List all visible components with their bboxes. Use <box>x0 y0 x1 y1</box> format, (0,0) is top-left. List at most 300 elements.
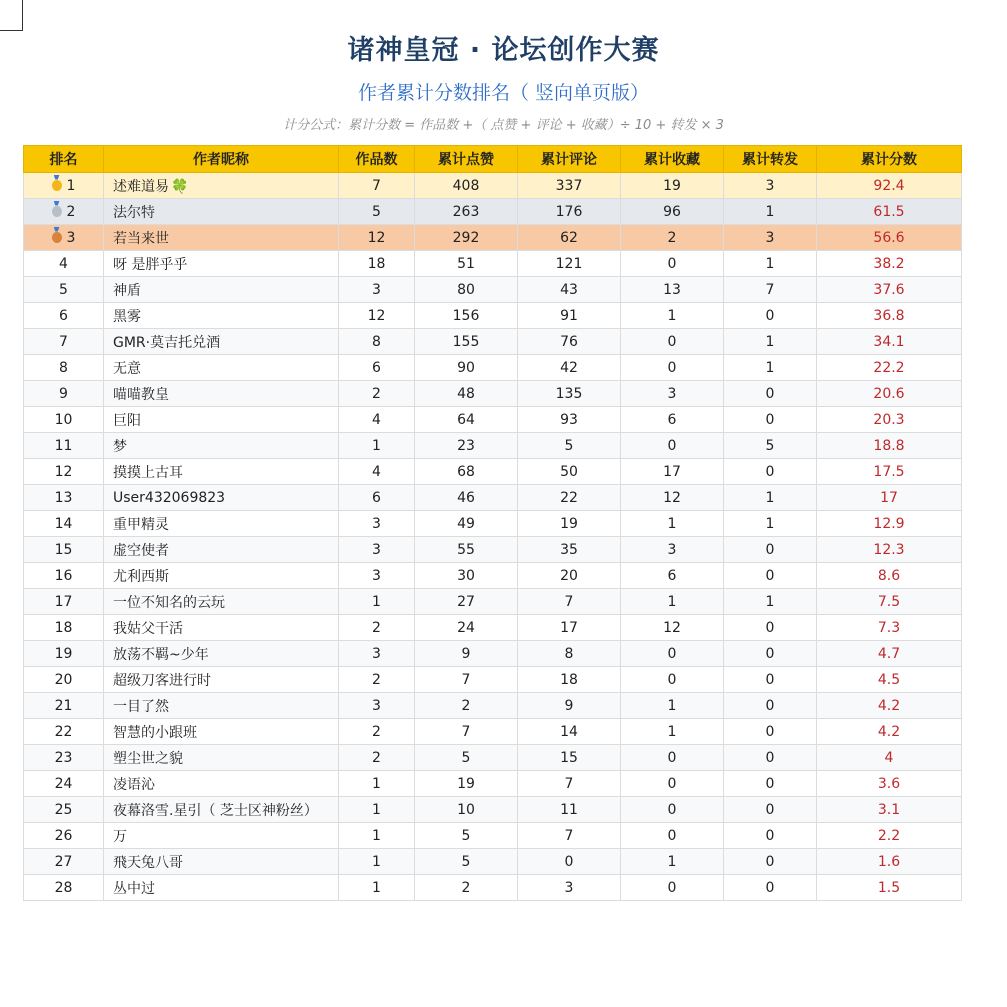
shares-text: 1 <box>765 489 775 506</box>
comments-text: 93 <box>560 411 578 428</box>
shares-text: 0 <box>765 567 775 584</box>
score-cell <box>817 433 962 459</box>
page-title: 诸神皇冠 · 论坛创作大赛 <box>347 35 660 66</box>
works-text: 1 <box>372 437 381 454</box>
rank-cell <box>24 615 104 641</box>
works-cell <box>339 485 415 511</box>
table-row <box>24 745 962 771</box>
rank-text: 27 <box>54 853 73 870</box>
comments-cell <box>518 667 621 693</box>
shares-text: 1 <box>765 333 775 350</box>
favorites-text: 12 <box>663 619 681 636</box>
works-cell <box>339 277 415 303</box>
table-row <box>24 407 962 433</box>
likes-text: 30 <box>457 567 475 584</box>
score-cell <box>817 693 962 719</box>
shares-text: 0 <box>765 307 775 324</box>
rank-cell <box>24 277 104 303</box>
comments-cell <box>518 485 621 511</box>
works-cell <box>339 303 415 329</box>
works-text: 2 <box>372 749 381 766</box>
shares-cell <box>724 511 817 537</box>
table-row <box>24 459 962 485</box>
works-cell <box>339 251 415 277</box>
score-text: 7.5 <box>877 593 901 610</box>
score-cell <box>817 641 962 667</box>
page-corner-mark <box>0 0 23 31</box>
table-row <box>24 719 962 745</box>
rank-cell <box>24 797 104 823</box>
shares-cell <box>724 381 817 407</box>
rank-cell <box>24 225 104 251</box>
shares-text: 0 <box>765 801 775 818</box>
score-text: 92.4 <box>873 177 905 194</box>
author-name-cell <box>104 329 339 355</box>
comments-cell <box>518 173 621 199</box>
comments-text: 35 <box>560 541 578 558</box>
header-rank: 排名 <box>24 146 104 173</box>
rank-text: 15 <box>54 541 73 558</box>
comments-text: 42 <box>560 359 578 376</box>
comments-cell <box>518 875 621 901</box>
table-row <box>24 329 962 355</box>
favorites-cell <box>621 407 724 433</box>
score-text: 7.3 <box>877 619 901 636</box>
favorites-text: 0 <box>667 827 677 844</box>
likes-cell <box>415 277 518 303</box>
author-name-cell <box>104 433 339 459</box>
shares-text: 0 <box>765 853 775 870</box>
rank-text: 22 <box>54 723 73 740</box>
comments-cell <box>518 615 621 641</box>
favorites-text: 0 <box>667 749 677 766</box>
works-cell <box>339 199 415 225</box>
clover-icon: 🍀 <box>171 178 189 195</box>
table-row <box>24 823 962 849</box>
score-text: 3.6 <box>877 775 901 792</box>
works-text: 6 <box>372 489 381 506</box>
author-name-text: 尤利西斯 <box>113 568 169 585</box>
works-text: 5 <box>372 203 381 220</box>
works-text: 18 <box>367 255 386 272</box>
table-row <box>24 771 962 797</box>
author-name-cell <box>104 745 339 771</box>
works-text: 1 <box>372 593 381 610</box>
author-name-text: 智慧的小跟班 <box>113 724 197 741</box>
score-cell <box>817 485 962 511</box>
likes-cell <box>415 381 518 407</box>
comments-cell <box>518 745 621 771</box>
likes-cell <box>415 563 518 589</box>
works-cell <box>339 641 415 667</box>
author-name-cell <box>104 849 339 875</box>
table-row <box>24 355 962 381</box>
author-name-cell <box>104 277 339 303</box>
favorites-text: 13 <box>663 281 681 298</box>
author-name-cell <box>104 459 339 485</box>
rank-cell <box>24 693 104 719</box>
table-row <box>24 381 962 407</box>
author-name-text: 黑雾 <box>113 308 141 325</box>
favorites-cell <box>621 251 724 277</box>
likes-cell <box>415 355 518 381</box>
score-cell <box>817 537 962 563</box>
score-cell <box>817 771 962 797</box>
favorites-cell <box>621 719 724 745</box>
rank-text: 6 <box>59 307 68 324</box>
score-text: 36.8 <box>873 307 905 324</box>
shares-text: 0 <box>765 775 775 792</box>
author-name-cell <box>104 797 339 823</box>
works-cell <box>339 745 415 771</box>
author-name-text: 述难道易 <box>113 178 169 195</box>
author-name-cell <box>104 771 339 797</box>
author-name-text: 巨阳 <box>113 412 141 429</box>
likes-cell <box>415 797 518 823</box>
table-row <box>24 693 962 719</box>
works-text: 2 <box>372 385 381 402</box>
author-name-text: 喵喵教皇 <box>113 386 169 403</box>
ranking-table-body <box>24 173 962 901</box>
score-cell <box>817 745 962 771</box>
shares-cell <box>724 589 817 615</box>
author-name-text: 若当来世 <box>113 230 169 247</box>
comments-cell <box>518 355 621 381</box>
favorites-text: 0 <box>667 255 677 272</box>
header-score: 累计分数 <box>817 146 962 173</box>
comments-cell <box>518 693 621 719</box>
works-cell <box>339 329 415 355</box>
score-text: 12.3 <box>873 541 905 558</box>
works-cell <box>339 615 415 641</box>
table-row <box>24 589 962 615</box>
score-cell <box>817 459 962 485</box>
header-shares: 累计转发 <box>724 146 817 173</box>
likes-cell <box>415 771 518 797</box>
likes-cell <box>415 303 518 329</box>
works-text: 1 <box>372 879 381 896</box>
comments-cell <box>518 303 621 329</box>
score-cell <box>817 173 962 199</box>
favorites-cell <box>621 329 724 355</box>
header-works: 作品数 <box>339 146 415 173</box>
favorites-text: 1 <box>667 853 677 870</box>
author-name-text: User432069823 <box>113 489 226 506</box>
shares-cell <box>724 199 817 225</box>
works-cell <box>339 173 415 199</box>
shares-text: 0 <box>765 463 775 480</box>
likes-text: 292 <box>452 229 480 246</box>
table-row <box>24 199 962 225</box>
author-name-cell <box>104 719 339 745</box>
author-name-text: 凌语沁 <box>113 776 155 793</box>
shares-cell <box>724 745 817 771</box>
favorites-text: 1 <box>667 515 677 532</box>
likes-cell <box>415 173 518 199</box>
rank-text: 12 <box>54 463 73 480</box>
score-text: 18.8 <box>873 437 905 454</box>
author-name-text: GMR·莫吉托兑酒 <box>113 334 221 351</box>
likes-cell <box>415 537 518 563</box>
rank-cell <box>24 849 104 875</box>
comments-cell <box>518 537 621 563</box>
rank-text: 13 <box>54 489 73 506</box>
comments-text: 50 <box>560 463 578 480</box>
score-cell <box>817 303 962 329</box>
shares-cell <box>724 641 817 667</box>
score-cell <box>817 875 962 901</box>
favorites-cell <box>621 615 724 641</box>
rank-cell <box>24 433 104 459</box>
score-cell <box>817 355 962 381</box>
rank-text: 14 <box>54 515 73 532</box>
favorites-text: 17 <box>663 463 681 480</box>
comments-text: 7 <box>564 775 574 792</box>
likes-text: 64 <box>457 411 475 428</box>
shares-text: 0 <box>765 411 775 428</box>
author-name-cell <box>104 381 339 407</box>
score-cell <box>817 277 962 303</box>
works-cell <box>339 407 415 433</box>
works-text: 3 <box>372 515 381 532</box>
rank-text: 7 <box>59 333 68 350</box>
author-name-text: 神盾 <box>113 282 141 299</box>
favorites-text: 0 <box>667 359 677 376</box>
score-text: 37.6 <box>873 281 905 298</box>
shares-text: 0 <box>765 645 775 662</box>
works-cell <box>339 433 415 459</box>
shares-text: 1 <box>765 203 775 220</box>
rank-text: 11 <box>54 437 73 454</box>
likes-text: 49 <box>457 515 475 532</box>
score-cell <box>817 329 962 355</box>
ranking-table <box>23 145 962 901</box>
table-row <box>24 433 962 459</box>
author-name-cell <box>104 355 339 381</box>
works-cell <box>339 693 415 719</box>
scoring-formula: 计分公式：累计分数 = 作品数 +（ 点赞 + 评论 + 收藏）÷ 10 + 转发 × 3 <box>283 118 724 133</box>
works-text: 6 <box>372 359 381 376</box>
favorites-text: 12 <box>663 489 681 506</box>
author-name-text: 无意 <box>113 360 141 377</box>
author-name-text: 虚空使者 <box>113 542 169 559</box>
likes-text: 5 <box>461 853 471 870</box>
author-name-cell <box>104 823 339 849</box>
table-row <box>24 173 962 199</box>
score-cell <box>817 797 962 823</box>
author-name-text: 万 <box>113 828 127 845</box>
score-text: 4 <box>884 749 894 766</box>
table-row <box>24 563 962 589</box>
likes-text: 5 <box>461 827 471 844</box>
favorites-text: 3 <box>667 385 677 402</box>
author-name-cell <box>104 563 339 589</box>
shares-cell <box>724 251 817 277</box>
likes-text: 48 <box>457 385 475 402</box>
rank-cell <box>24 641 104 667</box>
favorites-cell <box>621 199 724 225</box>
author-name-cell <box>104 537 339 563</box>
favorites-cell <box>621 563 724 589</box>
rank-text: 17 <box>54 593 73 610</box>
likes-text: 408 <box>452 177 480 194</box>
rank-cell <box>24 459 104 485</box>
score-text: 8.6 <box>877 567 901 584</box>
rank-cell <box>24 745 104 771</box>
shares-text: 1 <box>765 255 775 272</box>
rank-text: 2 <box>66 203 76 220</box>
shares-cell <box>724 225 817 251</box>
likes-cell <box>415 823 518 849</box>
author-name-text: 飛天兔八哥 <box>113 854 183 871</box>
likes-text: 68 <box>457 463 475 480</box>
likes-cell <box>415 459 518 485</box>
rank-cell <box>24 563 104 589</box>
score-text: 2.2 <box>877 827 901 844</box>
rank-text: 5 <box>59 281 68 298</box>
likes-text: 263 <box>452 203 480 220</box>
shares-cell <box>724 303 817 329</box>
rank-text: 10 <box>54 411 73 428</box>
author-name-text: 一目了然 <box>113 698 169 715</box>
author-name-text: 夜幕洛雪.星引（ 芝士区神粉丝） <box>113 802 318 819</box>
shares-cell <box>724 667 817 693</box>
favorites-cell <box>621 173 724 199</box>
shares-cell <box>724 849 817 875</box>
likes-cell <box>415 693 518 719</box>
rank-cell <box>24 823 104 849</box>
comments-cell <box>518 771 621 797</box>
header-likes: 累计点赞 <box>415 146 518 173</box>
table-row <box>24 511 962 537</box>
likes-cell <box>415 589 518 615</box>
author-name-cell <box>104 225 339 251</box>
shares-cell <box>724 875 817 901</box>
comments-cell <box>518 563 621 589</box>
likes-text: 10 <box>457 801 475 818</box>
likes-text: 55 <box>457 541 475 558</box>
favorites-cell <box>621 693 724 719</box>
rank-text: 4 <box>59 255 68 272</box>
author-name-text: 丛中过 <box>113 880 155 897</box>
score-text: 20.6 <box>873 385 905 402</box>
rank-cell <box>24 771 104 797</box>
author-name-text: 呀 是胖乎乎 <box>113 256 188 273</box>
comments-text: 17 <box>560 619 578 636</box>
shares-cell <box>724 173 817 199</box>
score-cell <box>817 719 962 745</box>
likes-text: 7 <box>461 723 471 740</box>
works-text: 12 <box>367 307 386 324</box>
comments-cell <box>518 407 621 433</box>
comments-text: 76 <box>560 333 578 350</box>
works-cell <box>339 823 415 849</box>
favorites-cell <box>621 823 724 849</box>
score-text: 12.9 <box>873 515 905 532</box>
header-comments: 累计评论 <box>518 146 621 173</box>
shares-cell <box>724 719 817 745</box>
score-cell <box>817 563 962 589</box>
author-name-cell <box>104 485 339 511</box>
shares-text: 0 <box>765 385 775 402</box>
author-name-cell <box>104 199 339 225</box>
author-name-text: 放荡不羁~少年 <box>113 646 209 663</box>
works-text: 8 <box>372 333 381 350</box>
rank-cell <box>24 589 104 615</box>
shares-cell <box>724 433 817 459</box>
works-cell <box>339 355 415 381</box>
rank-cell <box>24 173 104 199</box>
likes-cell <box>415 251 518 277</box>
shares-cell <box>724 329 817 355</box>
works-cell <box>339 563 415 589</box>
works-text: 2 <box>372 619 381 636</box>
table-row <box>24 849 962 875</box>
comments-cell <box>518 225 621 251</box>
score-cell <box>817 407 962 433</box>
comments-text: 7 <box>564 593 574 610</box>
author-name-text: 重甲精灵 <box>113 516 169 533</box>
favorites-cell <box>621 433 724 459</box>
shares-text: 7 <box>765 281 775 298</box>
likes-text: 27 <box>457 593 475 610</box>
works-cell <box>339 589 415 615</box>
comments-cell <box>518 381 621 407</box>
likes-text: 46 <box>457 489 475 506</box>
comments-text: 176 <box>555 203 583 220</box>
works-text: 12 <box>367 229 386 246</box>
works-cell <box>339 875 415 901</box>
favorites-text: 3 <box>667 541 677 558</box>
favorites-cell <box>621 511 724 537</box>
score-cell <box>817 615 962 641</box>
rank-cell <box>24 303 104 329</box>
shares-text: 3 <box>765 229 775 246</box>
rank-cell <box>24 329 104 355</box>
likes-text: 2 <box>461 697 471 714</box>
shares-cell <box>724 277 817 303</box>
shares-cell <box>724 771 817 797</box>
score-text: 3.1 <box>877 801 901 818</box>
author-name-text: 塑尘世之貌 <box>113 750 183 767</box>
works-cell <box>339 459 415 485</box>
comments-text: 43 <box>560 281 578 298</box>
bronze-medal-icon <box>52 232 62 243</box>
rank-cell <box>24 407 104 433</box>
likes-cell <box>415 641 518 667</box>
works-text: 2 <box>372 671 381 688</box>
author-name-cell <box>104 693 339 719</box>
favorites-text: 0 <box>667 437 677 454</box>
score-text: 1.6 <box>877 853 901 870</box>
rank-text: 19 <box>54 645 73 662</box>
table-row <box>24 277 962 303</box>
favorites-text: 0 <box>667 879 677 896</box>
comments-cell <box>518 641 621 667</box>
comments-cell <box>518 277 621 303</box>
shares-text: 0 <box>765 619 775 636</box>
favorites-cell <box>621 459 724 485</box>
shares-text: 0 <box>765 541 775 558</box>
likes-cell <box>415 511 518 537</box>
favorites-text: 0 <box>667 333 677 350</box>
shares-cell <box>724 485 817 511</box>
likes-text: 80 <box>457 281 475 298</box>
comments-text: 8 <box>564 645 574 662</box>
favorites-cell <box>621 355 724 381</box>
favorites-cell <box>621 641 724 667</box>
favorites-text: 0 <box>667 775 677 792</box>
